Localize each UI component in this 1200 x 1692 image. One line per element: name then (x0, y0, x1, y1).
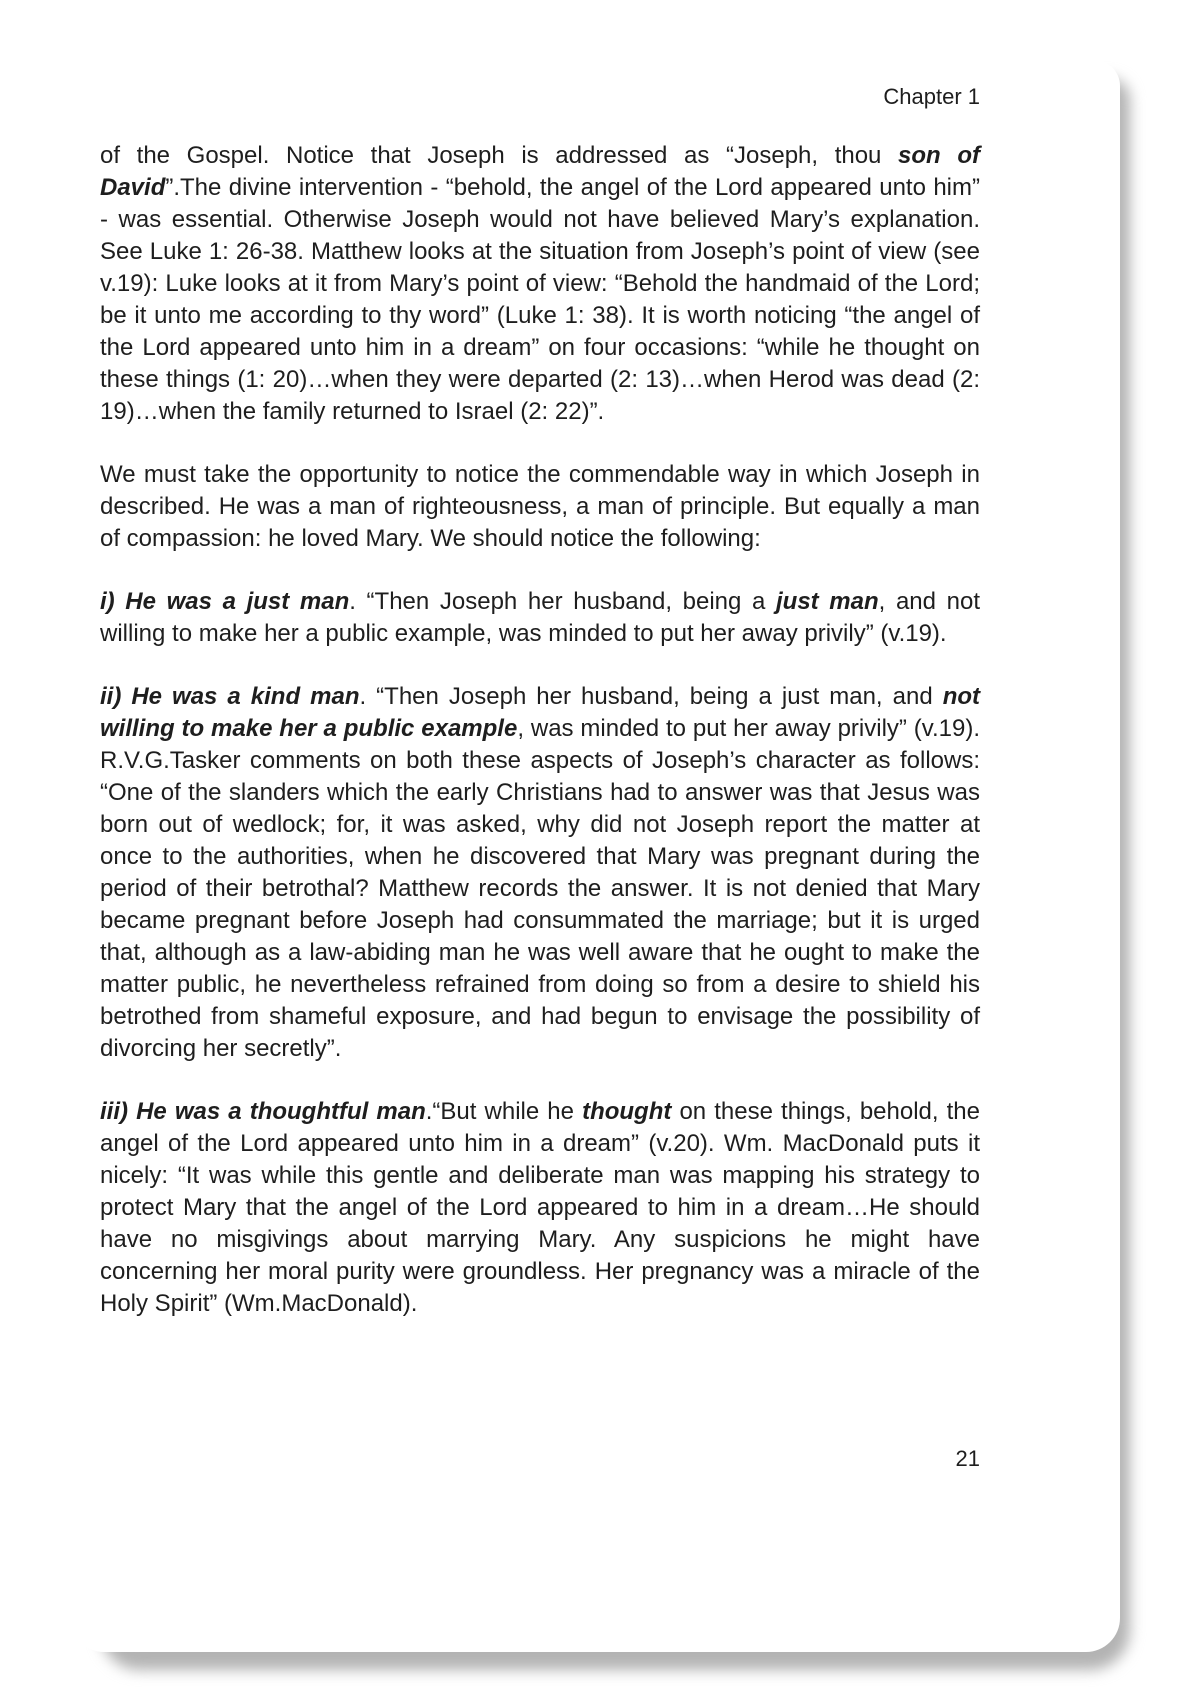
text-run: , was minded to put her away privily” (v.19). R.V.G.Tasker comments on both these aspects of Joseph’s character as follows: “One of the slanders which the early Christians had to answer was that Jesus was born out of wedlock; for, it was asked, why did not Joseph report the matter at once to the authorities, when he discovered that Mary was pregnant during the period of their betrothal? Matthew records the answer. It is not denied that Mary became pregnant before Joseph had consummated the marriage; but it is urged that, although as a law-abiding man he was well aware that he ought to make the matter public, he nevertheless refrained from doing so from a desire to shield his betrothed from shameful exposure, and had begun to envisage the possibility of divorcing her secretly”. (100, 715, 980, 1062)
emphasis-just-man: just man (775, 588, 879, 615)
emphasis-thought: thought (582, 1098, 672, 1125)
text-run: We must take the opportunity to notice the commendable way in which Joseph in described. He was a man of righteousness, a man of principle. But equally a man of compassion: he loved Mary. We should notice the following: (100, 461, 980, 552)
point-heading-kind-man: ii) He was a kind man (100, 683, 360, 710)
point-heading-thoughtful-man: iii) He was a thoughtful man (100, 1098, 426, 1125)
paragraph-gospel-context (100, 140, 980, 428)
text-run: of the Gospel. Notice that Joseph is addressed as “Joseph, thou (100, 142, 899, 169)
emphasis-son-of-david: son of David (100, 142, 981, 201)
page-body (100, 140, 980, 1320)
emphasis-public-example: not willing to make her a public example (100, 683, 980, 742)
text-run: .“But while he (425, 1098, 583, 1125)
paragraph-joseph-described (100, 459, 980, 555)
text-run: , and not willing to make her a public example, was minded to put her away privily” (v.19). (100, 588, 980, 647)
paragraph-just-man (100, 586, 980, 650)
paragraph-kind-man (100, 681, 980, 1065)
paragraph-thoughtful-man (100, 1096, 980, 1320)
text-run: on these things, behold, the angel of the Lord appeared unto him in a dream” (v.20). Wm. MacDonald puts it nicely: “It was while this gentle and deliberate man was mapping his strategy to protect Mary that the angel of the Lord appeared to him in a dream…He should have no misgivings about marrying Mary. Any suspicions he might have concerning her moral purity were groundless. Her pregnancy was a miracle of the Holy Spirit” (Wm.MacDonald). (100, 1098, 981, 1317)
point-heading-just-man: i) He was a just man (100, 588, 350, 615)
page-number: 21 (955, 1446, 980, 1471)
chapter-header: Chapter 1 (883, 84, 980, 109)
text-run: . “Then Joseph her husband, being a just man, and (359, 683, 943, 710)
text-run: . “Then Joseph her husband, being a (349, 588, 776, 615)
text-run: ”.The divine intervention - “behold, the angel of the Lord appeared unto him” - was essential. Otherwise Joseph would not have believed Mary’s explanation. See Luke 1: 26-38. Matthew looks at the situation from Joseph’s point of view (see v.19): Luke looks at it from Mary’s point of view: “Behold the handmaid of the Lord; be it unto me according to thy word” (Luke 1: 38). It is worth noticing “the angel of the Lord appeared unto him in a dream” on four occasions: “while he thought on these things (1: 20)…when they were departed (2: 13)…when Herod was dead (2: 19)…when the family returned to Israel (2: 22)”. (100, 174, 980, 425)
